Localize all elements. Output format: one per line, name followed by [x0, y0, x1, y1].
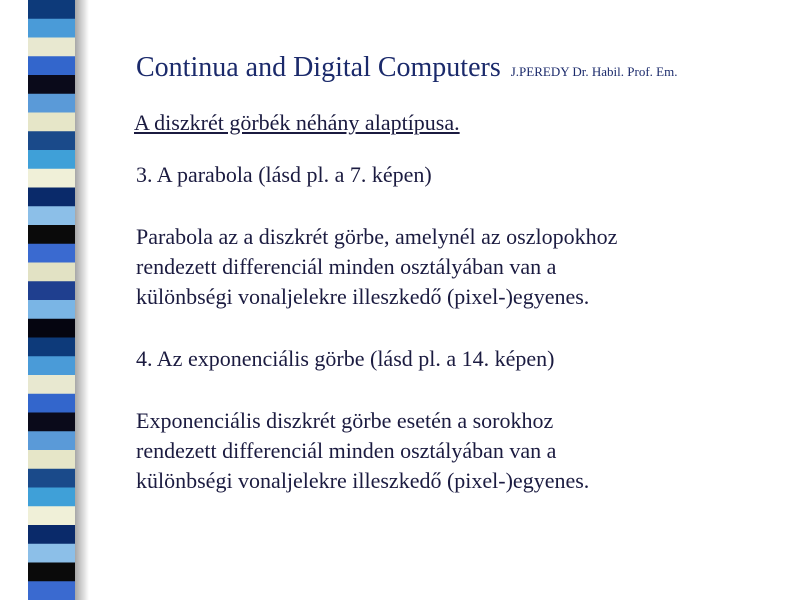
paragraph-line: Parabola az a diszkrét görbe, amelynél az oszlopokhoz — [136, 224, 618, 249]
stripe-block — [28, 75, 75, 94]
stripe-block — [28, 113, 75, 132]
stripe-block — [28, 188, 75, 207]
slide-body — [136, 160, 776, 496]
stripe-block — [28, 469, 75, 488]
stripe-block — [28, 131, 75, 150]
title-line — [136, 52, 677, 84]
stripe-block — [28, 300, 75, 319]
paragraph-line: rendezett differenciál minden osztályában van a — [136, 254, 557, 279]
stripe-block — [28, 0, 75, 19]
slide-author: J.PEREDY Dr. Habil. Prof. Em. — [510, 64, 678, 79]
slide-title: Continua and Digital Computers — [136, 52, 501, 83]
stripe-block — [28, 431, 75, 450]
stripe-block — [28, 356, 75, 375]
stripe-block — [28, 206, 75, 225]
stripe-block — [28, 225, 75, 244]
stripe-block — [28, 525, 75, 544]
section-heading-exponential: 4. Az exponenciális görbe (lásd pl. a 14. képen) — [136, 346, 555, 371]
stripe-block — [28, 394, 75, 413]
stripe-block — [28, 506, 75, 525]
stripe-block — [28, 150, 75, 169]
stripe-block — [28, 244, 75, 263]
stripe-block — [28, 413, 75, 432]
paragraph-line: Exponenciális diszkrét görbe esetén a sorokhoz — [136, 408, 554, 433]
stripe-block — [28, 581, 75, 600]
stripe-block — [28, 19, 75, 38]
section-heading-parabola: 3. A parabola (lásd pl. a 7. képen) — [136, 162, 432, 187]
stripe-block — [28, 319, 75, 338]
stripe-block — [28, 56, 75, 75]
paragraph-line: különbségi vonaljelekre illeszkedő (pixel-)egyenes. — [136, 468, 590, 493]
stripe-block — [28, 544, 75, 563]
stripe-block — [28, 38, 75, 57]
paragraph-line: rendezett differenciál minden osztályában van a — [136, 438, 557, 463]
paragraph-line: különbségi vonaljelekre illeszkedő (pixel-)egyenes. — [136, 284, 590, 309]
stripe-block — [28, 338, 75, 357]
stripe-block — [28, 263, 75, 282]
stripe-shadow — [75, 0, 89, 600]
stripe-block — [28, 375, 75, 394]
stripe-block — [28, 281, 75, 300]
stripe-block — [28, 563, 75, 582]
stripe-block — [28, 94, 75, 113]
decorative-stripe — [28, 0, 75, 600]
stripe-block — [28, 450, 75, 469]
stripe-block — [28, 169, 75, 188]
slide-subtitle: A diszkrét görbék néhány alaptípusa. — [134, 110, 460, 135]
stripe-block — [28, 488, 75, 507]
